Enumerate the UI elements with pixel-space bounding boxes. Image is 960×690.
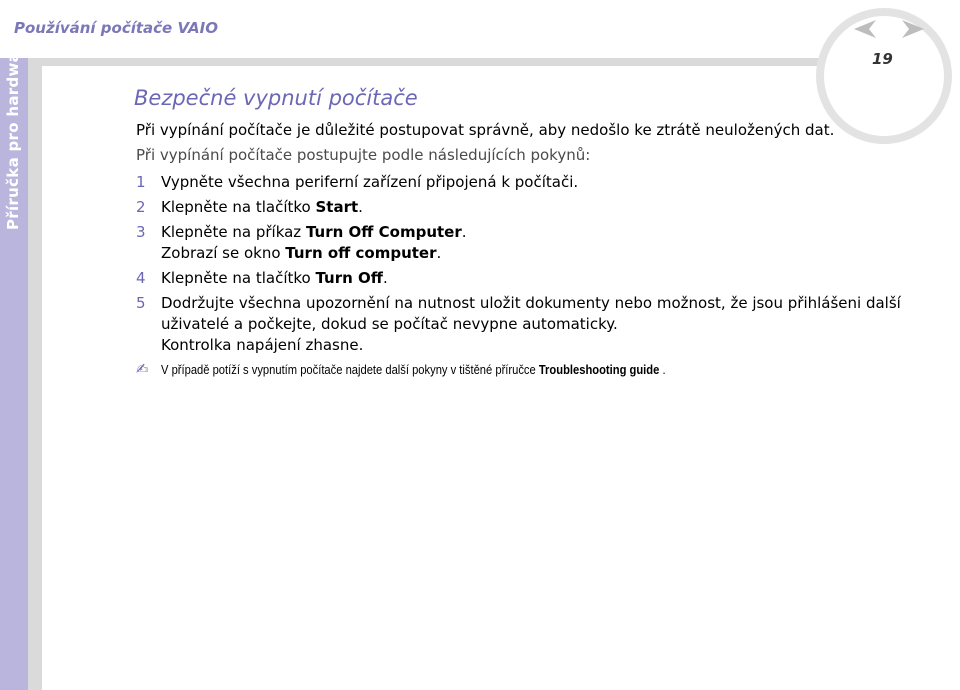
section-heading: Bezpečné vypnutí počítače [134,86,418,110]
left-arrow-icon[interactable] [854,20,886,38]
document-title: Používání počítače VAIO [14,19,218,37]
page-navigation [854,20,924,40]
step-item [136,293,936,356]
page-number: 19 [872,50,893,68]
step-text: Klepněte na příkaz Turn Off Computer. Zobrazí se okno Turn off computer. [161,223,467,262]
step-text: Vypněte všechna periferní zařízení připojená k počítači. [161,173,579,191]
troubleshooting-guide-reference: Troubleshooting guide [538,362,660,377]
step-number: 2 [136,198,146,216]
ui-term-start: Start [315,198,359,216]
step-number: 5 [136,294,146,312]
instruction-paragraph: Při vypínání počítače postupujte podle následujících pokynů: [136,146,591,164]
sidebar-label: Příručka pro hardware [4,33,22,230]
main-content [136,86,936,379]
ui-term-turn-off-computer-window: Turn off computer [285,244,437,262]
ui-term-turn-off-computer: Turn Off Computer [305,223,462,241]
step-number: 1 [136,173,146,191]
top-rule [28,58,828,66]
step-text: Dodržujte všechna upozornění na nutnost uložit dokumenty nebo možnost, že jsou přihlášeni další uživatelé a počkejte, dokud se počítač nevypne automaticky. Kontrolka napájení zhasne. [161,294,901,354]
step-item [136,268,936,289]
note [136,360,936,379]
sidebar-inner-strip [28,58,42,690]
intro-paragraph: Při vypínání počítače je důležité postupovat správně, aby nedošlo ke ztrátě neuložených dat. [136,121,835,139]
step-item [136,222,936,264]
ui-term-turn-off: Turn Off [315,269,383,287]
step-item [136,172,936,193]
steps-list [136,172,936,356]
pencil-note-icon: ✍ [136,360,149,378]
step-text: Klepněte na tlačítko Turn Off. [161,269,388,287]
step-number: 3 [136,223,146,241]
note-text: V případě potíží s vypnutím počítače najdete další pokyny v tištěné příručce Troubleshooting guide . [161,362,666,377]
right-arrow-icon[interactable] [892,20,924,38]
step-item [136,197,936,218]
step-number: 4 [136,269,146,287]
step-text: Klepněte na tlačítko Start. [161,198,363,216]
